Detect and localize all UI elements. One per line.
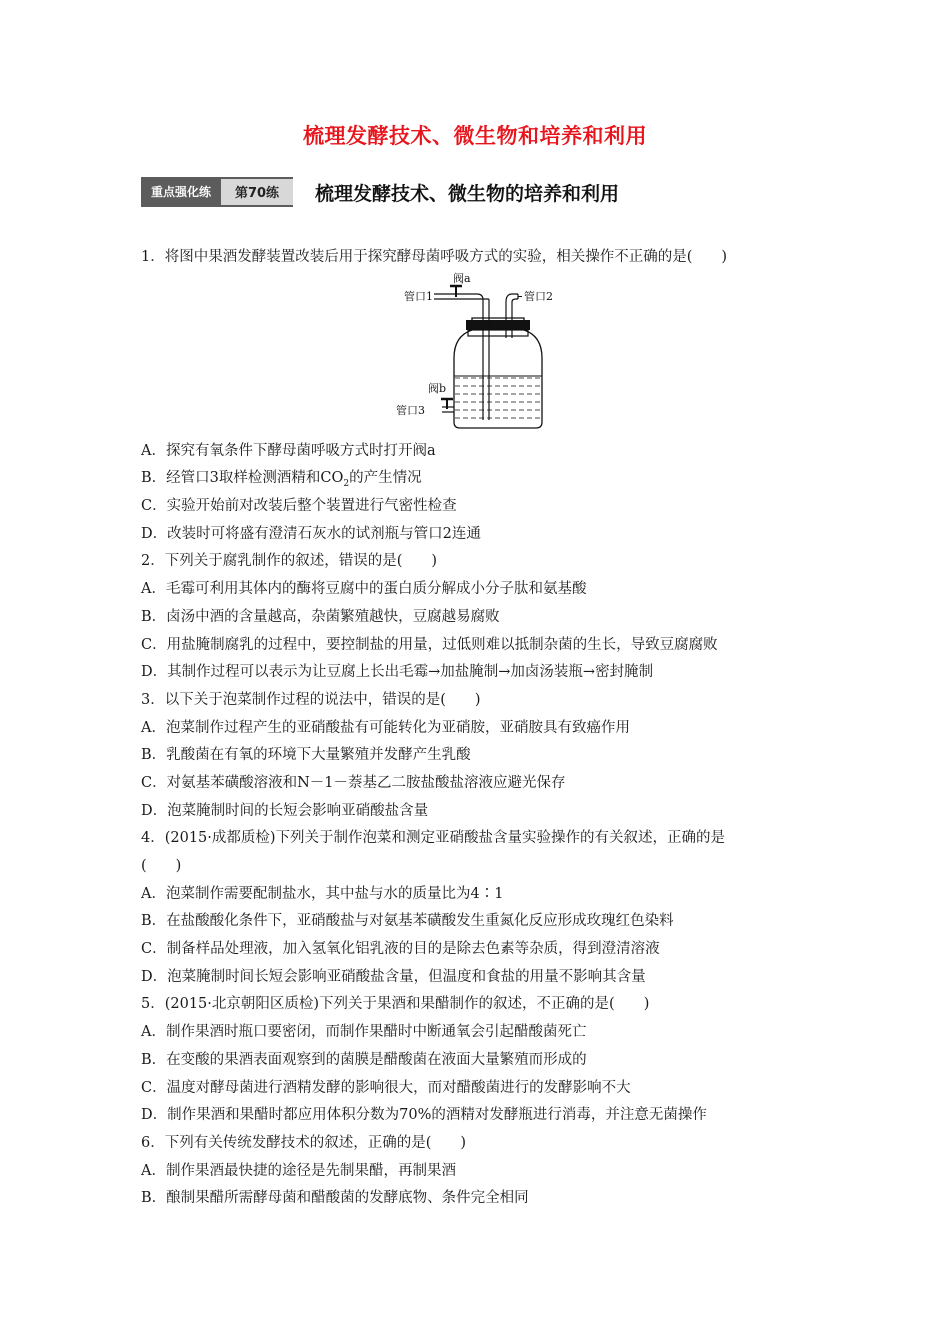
option-b [141,465,821,493]
option-c: C．对氨基苯磺酸溶液和N－1－萘基乙二胺盐酸盐溶液应避光保存 [141,774,566,791]
stopper [466,320,530,330]
long-tube [434,294,489,420]
fermentation-apparatus-diagram [390,272,570,430]
option-a: A．毛霉可利用其体内的酶将豆腐中的蛋白质分解成小分子肽和氨基酸 [141,581,587,598]
question-stem: 1．将图中果酒发酵装置改装后用于探究酵母菌呼吸方式的实验，相关操作不正确的是( ) [141,249,728,265]
option-b-text: B．经管口3取样检测酒精和CO [141,470,344,487]
valve-a-label: 阀a [453,272,471,285]
practice-type-tag: 重点强化练 [141,177,221,207]
option-b: B．酿制果醋所需酵母菌和醋酸菌的发酵底物、条件完全相同 [141,1190,529,1207]
section-title: 梳理发酵技术、微生物的培养和利用 [315,182,620,205]
option-d: D．改装时可将盛有澄清石灰水的试剂瓶与管口2连通 [141,525,481,542]
question-4 [141,825,821,991]
question-6 [141,1130,821,1213]
option-b: B．在变酸的果酒表面观察到的菌膜是醋酸菌在液面大量繁殖而形成的 [141,1051,587,1068]
question-2 [141,548,821,686]
question-stem: 2．下列关于腐乳制作的叙述，错误的是( ) [141,553,438,570]
question-3 [141,687,821,825]
option-c: C．实验开始前对改装后整个装置进行气密性检查 [141,498,457,515]
option-c: C．制备样品处理液，加入氢氧化铝乳液的目的是除去色素等杂质，得到澄清溶液 [141,941,660,958]
liquid [455,378,541,418]
option-d: D．制作果酒和果醋时都应用体积分数为70%的酒精对发酵瓶进行消毒，并注意无菌操作 [141,1107,707,1124]
question-stem: 6．下列有关传统发酵技术的叙述，正确的是( ) [141,1134,467,1151]
question-stem: 5．(2015·北京朝阳区质检)下列关于果酒和果醋制作的叙述，不正确的是( ) [141,996,650,1013]
bottle-outline [454,318,542,428]
option-d: D．其制作过程可以表示为让豆腐上长出毛霉→加盐腌制→加卤汤装瓶→密封腌制 [141,664,654,681]
option-a: A．制作果酒时瓶口要密闭，而制作果醋时中断通氧会引起醋酸菌死亡 [141,1024,587,1041]
option-b: B．在盐酸酸化条件下，亚硝酸盐与对氨基苯磺酸发生重氮化反应形成玫瑰红色染料 [141,913,674,930]
short-tube [506,294,518,338]
option-a: A．泡菜制作需要配制盐水，其中盐与水的质量比为4∶1 [141,885,504,902]
option-c: C．温度对酵母菌进行酒精发酵的影响很大，而对醋酸菌进行的发酵影响不大 [141,1079,631,1096]
port-3-label: 管口3 [396,404,425,417]
option-d: D．泡菜腌制时间的长短会影响亚硝酸盐含量 [141,802,429,819]
valve-b-label: 阀b [428,382,447,395]
section-banner [141,176,619,208]
subscript: 2 [343,479,350,490]
port-2-label: 管口2 [524,290,553,303]
option-c: C．用盐腌制腐乳的过程中，要控制盐的用量，过低则难以抵制杂菌的生长，导致豆腐腐败 [141,636,718,653]
option-b: B．卤汤中酒的含量越高，杂菌繁殖越快，豆腐越易腐败 [141,608,500,625]
option-a: A．泡菜制作过程产生的亚硝酸盐有可能转化为亚硝胺，亚硝胺具有致癌作用 [141,719,630,736]
page-title: 梳理发酵技术、微生物和培养和利用 [303,124,647,148]
stopper-ring [468,330,528,336]
option-d: D．泡菜腌制时间长短会影响亚硝酸盐含量，但温度和食盐的用量不影响其含量 [141,968,646,985]
question-stem: 4．(2015·成都质检)下列关于制作泡菜和测定亚硝酸盐含量实验操作的有关叙述，正确的是 [141,830,726,847]
practice-number-tag: 第70练 [221,177,293,207]
option-b: B．乳酸菌在有氧的环境下大量繁殖并发酵产生乳酸 [141,747,471,764]
option-a: A．制作果酒最快捷的途径是先制果醋，再制果酒 [141,1162,456,1179]
option-a: A．探究有氧条件下酵母菌呼吸方式时打开阀a [141,442,436,459]
question-stem-cont: ( ) [141,858,182,874]
question-5 [141,991,821,1129]
question-stem: 3．以下关于泡菜制作过程的说法中，错误的是( ) [141,691,481,708]
port-1-label: 管口1 [404,290,433,303]
option-b-text-end: 的产生情况 [349,470,422,487]
